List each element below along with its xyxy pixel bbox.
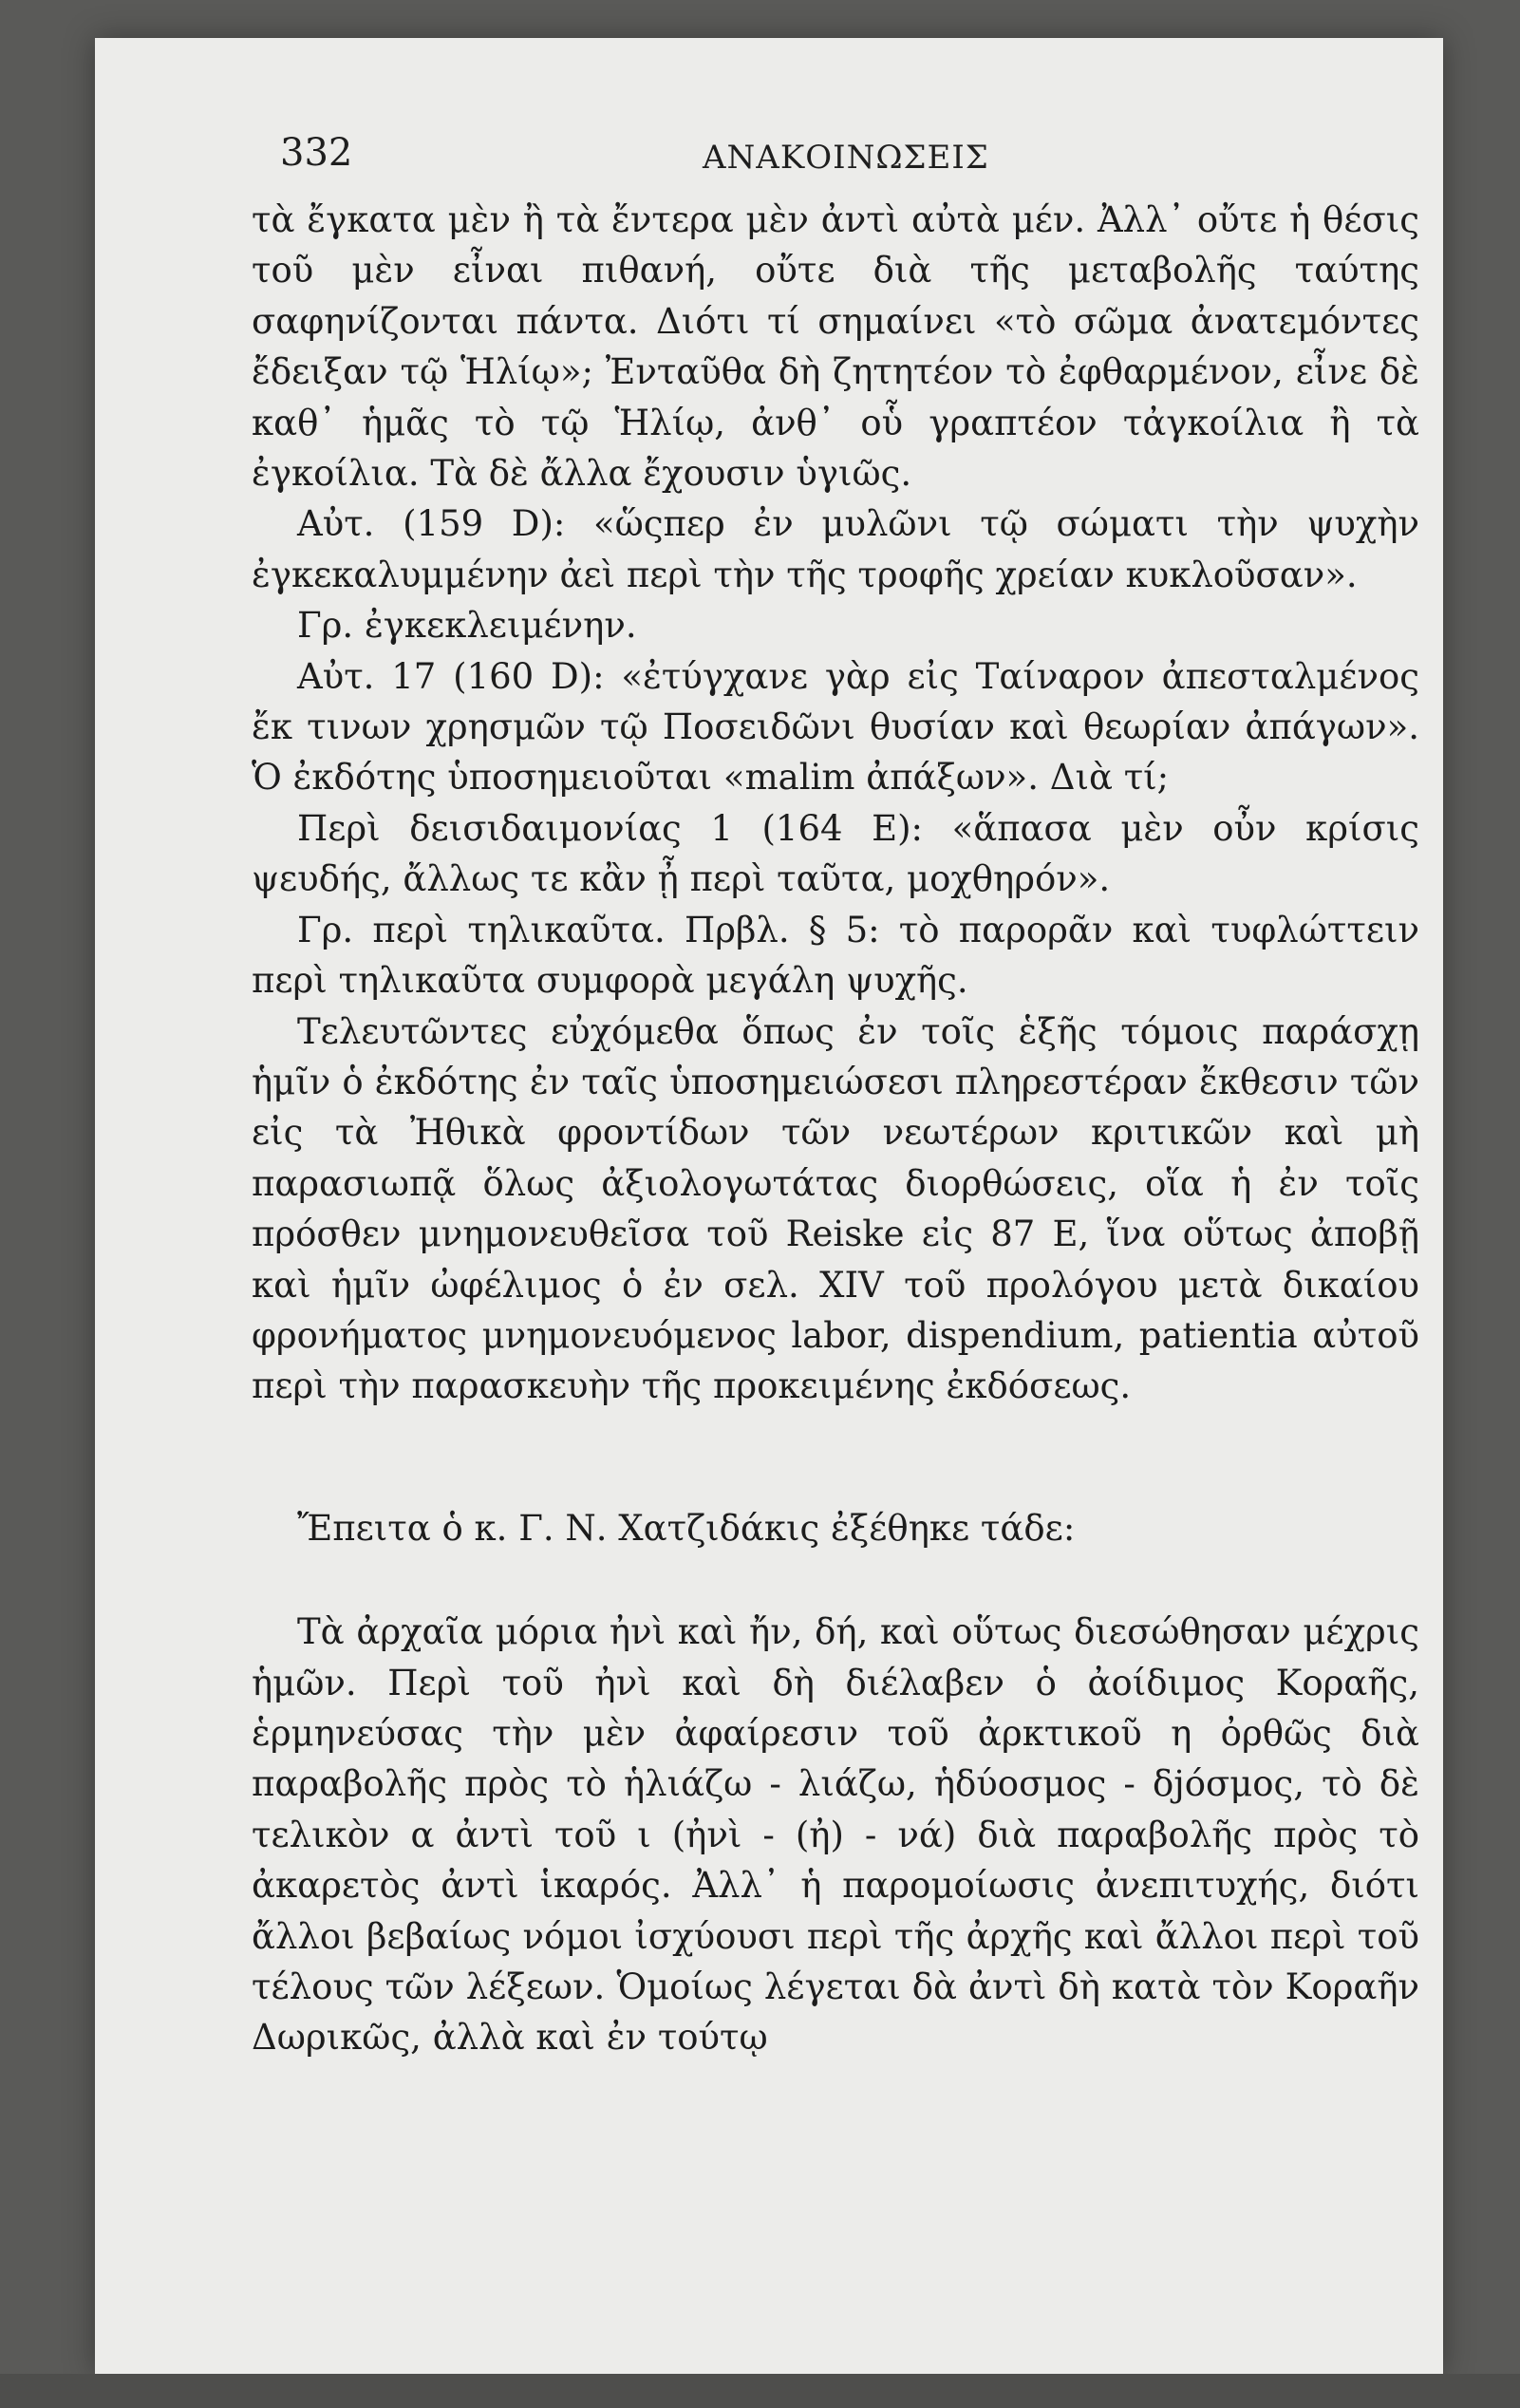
paragraph-correction-1: Γρ. ἐγκεκλειμένην. xyxy=(297,605,637,647)
page-number: 332 xyxy=(280,131,353,175)
paragraph-correction-2: Γρ. περὶ τηλικαῦτα. Πρβλ. § 5: τὸ παρορᾶν καὶ τυφλώττειν περὶ τηλικαῦτα συμφορὰ μεγάλη ψυχῆς. xyxy=(252,909,1419,1002)
paragraph-conclusion: Τελευτῶντες εὐχόμεθα ὅπως ἐν τοῖς ἑξῆς τόμοις παράσχῃ ἡμῖν ὁ ἐκδότης ἐν ταῖς ὑποσημειώσεσι πληρεστέραν ἔκθεσιν τῶν εἰς τὰ Ἠθικὰ φροντίδων τῶν νεωτέρων κριτικῶν καὶ μὴ παρασιωπᾷ ὅλως ἀξιολογωτάτας διορθώσεις, οἵα ἡ ἐν τοῖς πρόσθεν μνημονευθεῖσα τοῦ Reiske εἰς 87 E, ἵνα οὕτως ἀποβῇ καὶ ἡμῖν ὠφέλιμος ὁ ἐν σελ. XIV τοῦ προλόγου μετὰ δικαίου φρονήματος μνημονευόμενος labor, dispendium, patientia αὐτοῦ περὶ τὴν παρασκευὴν τῆς προκειμένης ἐκδόσεως. xyxy=(252,1010,1419,1407)
section-gap-small xyxy=(252,1553,1419,1607)
scan-bottom-edge xyxy=(0,2374,1520,2408)
paragraph-aut-159d: Αὐτ. (159 D): «ὥςπερ ἐν μυλῶνι τῷ σώματι τὴν ψυχὴν ἐγκεκαλυμμένην ἀεὶ περὶ τὴν τῆς τροφῆς χρείαν κυκλοῦσαν». xyxy=(252,503,1419,595)
page-body xyxy=(252,195,1419,2063)
paragraph-peri-deisidaimonias: Περὶ δεισιδαιμονίας 1 (164 E): «ἅπασα μὲν οὖν κρίσις ψευδής, ἄλλως τε κἂν ᾖ περὶ ταῦτα, μοχθηρόν». xyxy=(252,807,1419,900)
paragraph-hegkata: τὰ ἔγκατα μὲν ἢ τὰ ἔντερα μὲν ἀντὶ αὐτὰ μέν. Ἀλλ᾿ οὔτε ἡ θέσις τοῦ μὲν εἶναι πιθανή, οὔτε διὰ τῆς μεταβολῆς ταύτης σαφηνίζονται πάντα. Διότι τί σημαίνει «τὸ σῶμα ἀνατεμόντες ἔδειξαν τῷ Ἡλίῳ»; Ἐνταῦθα δὴ ζητητέον τὸ ἐφθαρμένον, εἶνε δὲ καθ᾿ ἡμᾶς τὸ τῷ Ἡλίῳ, ἀνθ᾿ οὗ γραπτέον τἀγκοίλια ἢ τὰ ἐγκοίλια. Τὰ δὲ ἄλλα ἔχουσιν ὑγιῶς. xyxy=(252,199,1419,495)
paragraph-chatzidakis-intro: Ἔπειτα ὁ κ. Γ. Ν. Χατζιδάκις ἐξέθηκε τάδε: xyxy=(297,1507,1076,1549)
running-head: ΑΝΑΚΟΙΝΩΣΕΙΣ xyxy=(703,139,989,177)
paragraph-archaia-moria: Τὰ ἀρχαῖα μόρια ἠνὶ καὶ ἤν, δή, καὶ οὕτως διεσώθησαν μέχρις ἡμῶν. Περὶ τοῦ ἠνὶ καὶ δὴ διέλαβεν ὁ ἀοίδιμος Κοραῆς, ἑρμηνεύσας τὴν μὲν ἀφαίρεσιν τοῦ ἀρκτικοῦ η ὀρθῶς διὰ παραβολῆς πρὸς τὸ ἡλιάζω - λιάζω, ἡδύοσμος - δjόσμος, τὸ δὲ τελικὸν α ἀντὶ τοῦ ι (ἠνὶ - (ἠ) - νά) διὰ παραβολῆς πρὸς τὸ ἀκαρετὸς ἀντὶ ἱκαρός. Ἀλλ᾿ ἡ παρομοίωσις ἀνεπιτυχής, διότι ἄλλοι βεβαίως νόμοι ἰσχύουσι περὶ τῆς ἀρχῆς καὶ ἄλλοι περὶ τοῦ τέλους τῶν λέξεων. Ὁμοίως λέγεται δὰ ἀντὶ δὴ κατὰ τὸν Κοραῆν Δωρικῶς, ἀλλὰ καὶ ἐν τούτῳ xyxy=(252,1611,1419,2059)
page-header xyxy=(185,112,1476,179)
section-gap xyxy=(252,1412,1419,1503)
paragraph-aut-160d: Αὐτ. 17 (160 D): «ἐτύγχανε γὰρ εἰς Ταίναρον ἀπεσταλμένος ἔκ τινων χρησμῶν τῷ Ποσειδῶνι θυσίαν καὶ θεωρίαν ἀπάγων». Ὁ ἐκδότης ὑποσημειοῦται «malim ἀπάξων». Διὰ τί; xyxy=(252,655,1419,799)
